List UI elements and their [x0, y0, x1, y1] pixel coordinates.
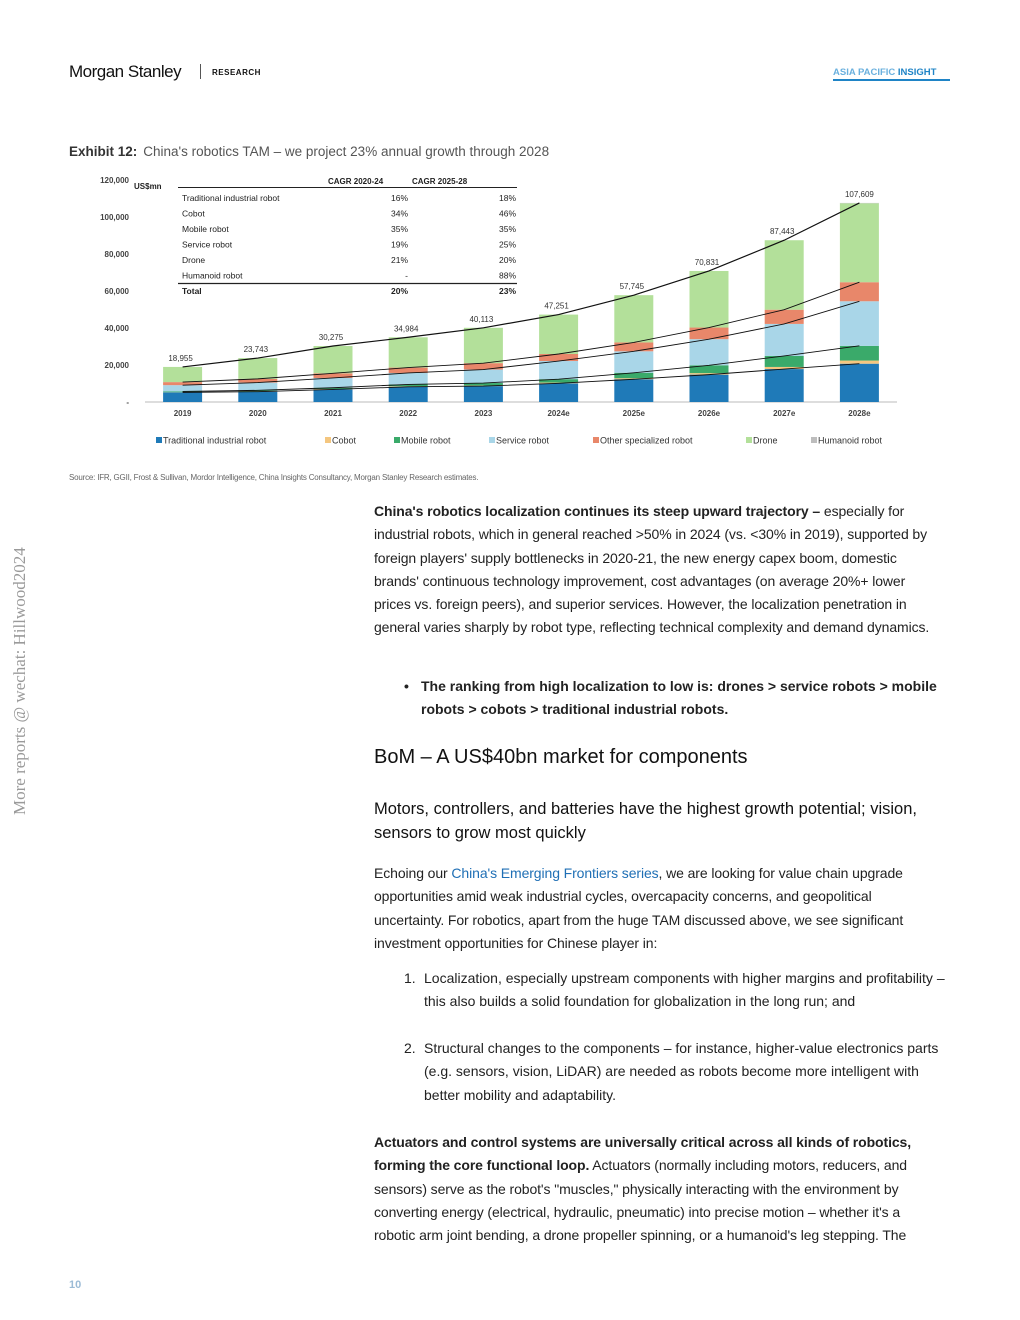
legend-swatch	[156, 437, 162, 443]
paragraph-actuators	[374, 1131, 944, 1247]
legend-swatch	[593, 437, 599, 443]
unit-label: US$mn	[134, 182, 162, 191]
region-light: ASIA PACIFIC	[833, 67, 898, 78]
x-tick-label: 2026e	[697, 409, 721, 418]
y-tick-label: -	[126, 398, 129, 407]
bar-segment-traditional-industrial-robot	[539, 383, 578, 402]
bar-segment-service-robot	[238, 383, 277, 391]
x-tick-label: 2021	[324, 409, 342, 418]
list-item	[404, 1037, 949, 1107]
list-number: 2.	[404, 1040, 416, 1056]
legend-label: Traditional industrial robot	[163, 435, 267, 446]
bar-segment-drone	[539, 315, 578, 354]
cagr-value: 18%	[498, 193, 516, 203]
bar-segment-traditional-industrial-robot	[690, 375, 729, 402]
legend-label: Humanoid robot	[818, 435, 883, 446]
list-item	[404, 967, 949, 1014]
bar-segment-service-robot	[163, 385, 202, 391]
bar-segment-traditional-industrial-robot	[163, 392, 202, 402]
cagr-row-name: Mobile robot	[182, 224, 229, 234]
page-number: 10	[69, 1279, 82, 1291]
y-tick-label: 120,000	[100, 176, 129, 185]
bar-segment-service-robot	[464, 370, 503, 384]
total-data-label: 18,955	[168, 353, 193, 363]
total-data-label: 23,743	[243, 345, 269, 355]
legend-label: Mobile robot	[401, 435, 451, 446]
bar-segment-drone	[163, 367, 202, 382]
bar-segment-service-robot	[614, 351, 653, 372]
bar-segment-traditional-industrial-robot	[314, 389, 353, 402]
brand-divider	[200, 64, 201, 79]
robotics-tam-chart	[60, 170, 960, 460]
legend-swatch	[811, 437, 817, 443]
bar-segment-other-specialized-robot	[765, 310, 804, 324]
exhibit-title	[69, 144, 549, 159]
exhibit-source: Source: IFR, GGII, Frost & Sullivan, Mordor Intelligence, China Insights Consultancy, Morgan Stanley Research estimates.	[69, 473, 479, 482]
bar-segment-service-robot	[389, 373, 428, 384]
x-tick-label: 2020	[248, 409, 267, 418]
paragraph-lead: China's robotics localization continues its steep upward trajectory –	[374, 503, 821, 519]
total-data-label: 47,251	[544, 301, 569, 311]
cagr-row-name: Drone	[182, 255, 206, 265]
total-data-label: 87,443	[769, 227, 795, 237]
exhibit-caption: China's robotics TAM – we project 23% annual growth through 2028	[143, 144, 550, 159]
x-tick-label: 2022	[399, 409, 418, 418]
total-data-label: 107,609	[844, 189, 874, 199]
cagr-header: CAGR 2020-24	[328, 177, 384, 186]
x-tick-label: 2019	[173, 409, 192, 418]
cagr-value: 88%	[498, 270, 516, 281]
cagr-value: 35%	[498, 224, 516, 234]
bar-segment-other-specialized-robot	[614, 342, 653, 351]
legend-swatch	[394, 437, 400, 443]
bar-segment-other-specialized-robot	[840, 282, 879, 301]
legend-swatch	[489, 437, 495, 443]
legend-swatch	[746, 437, 752, 443]
total-data-label: 70,831	[694, 257, 720, 267]
bar-segment-drone	[238, 358, 277, 379]
series-connector-line	[183, 364, 860, 393]
y-tick-label: 80,000	[104, 250, 129, 259]
cagr-value: 19%	[390, 239, 408, 250]
bar-segment-drone	[690, 271, 729, 328]
cagr-row-name: Total	[182, 286, 202, 296]
paragraph-body: especially for industrial robots, which in general reached >50% in 2024 (vs. <30% in 2019), supported by foreign players' supply bottlenecks in 2020-21, the new energy capex boom, domestic brands' continuous technology improvement, cost advantages (on average 20%+ lower prices vs. foreign peers), and superior services. However, the localization penetration in general varies sharply by robot type, reflecting technical complexity and demand dynamics.	[374, 503, 930, 636]
x-tick-label: 2028e	[848, 409, 871, 418]
bar-segment-service-robot	[314, 378, 353, 388]
bar-segment-traditional-industrial-robot	[840, 364, 879, 402]
bar-segment-traditional-industrial-robot	[238, 392, 277, 402]
cagr-value: 20%	[390, 286, 408, 296]
legend-label: Drone	[753, 435, 778, 446]
cagr-value: 34%	[390, 208, 408, 219]
bar-segment-traditional-industrial-robot	[464, 386, 503, 402]
paragraph-localization	[374, 500, 944, 640]
bar-segment-service-robot	[539, 361, 578, 379]
legend-label: Cobot	[332, 435, 357, 446]
cagr-value: -	[405, 270, 408, 281]
section-heading: BoM – A US$40bn market for components	[374, 746, 748, 768]
bar-segment-other-specialized-robot	[539, 354, 578, 361]
cagr-header: CAGR 2025-28	[412, 177, 468, 186]
bar-segment-cobot	[840, 361, 879, 364]
list-text: Structural changes to the components – for instance, higher-value electronics parts (e.g. sensors, vision, LiDAR) are needed as robots become more intelligent with better mobility and adaptability.	[424, 1040, 939, 1103]
cagr-value: 35%	[390, 224, 408, 234]
series-connector-line	[183, 301, 860, 385]
legend-swatch	[325, 437, 331, 443]
research-label: RESEARCH	[212, 68, 261, 77]
bar-segment-service-robot	[690, 339, 729, 365]
x-tick-label: 2027e	[773, 409, 796, 418]
cagr-row-name: Service robot	[182, 239, 233, 250]
paragraph-body: Actuators (normally including motors, reducers, and sensors) serve as the robot's "muscles," physically interacting with the environment by converting energy (electrical, hydraulic, pneumatic) into precise motion – whether it's a robotic arm joint bending, a drone propeller spinning, or a humanoid's leg stepping. The	[374, 1157, 907, 1244]
cagr-value: 23%	[498, 286, 516, 296]
cagr-row-name: Cobot	[182, 208, 205, 219]
bar-segment-drone	[389, 337, 428, 367]
bar-segment-traditional-industrial-robot	[765, 369, 804, 402]
cagr-row-name: Humanoid robot	[182, 270, 243, 281]
paragraph-value-chain	[374, 862, 944, 955]
total-data-label: 34,984	[393, 324, 419, 334]
bar-segment-traditional-industrial-robot	[389, 387, 428, 402]
paragraph-text-a: Echoing our	[374, 865, 452, 881]
region-underline	[833, 79, 950, 81]
bullet-dot-icon: •	[404, 678, 409, 694]
x-tick-label: 2025e	[622, 409, 645, 418]
cagr-value: 21%	[390, 255, 408, 265]
list-text: Localization, especially upstream components with higher margins and profitability – this also builds a solid foundation for globalization in the long run; and	[424, 970, 945, 1010]
bullet-text: The ranking from high localization to low is: drones > service robots > mobile robots > cobots > traditional industrial robots.	[421, 678, 937, 718]
brand-logo: Morgan Stanley	[69, 62, 182, 81]
total-data-label: 57,745	[619, 282, 645, 292]
region-label	[833, 67, 936, 78]
paragraph-text-b: , we are looking for value chain upgrade opportunities amid weak industrial cycles, overcapacity concerns, and geopolitical uncertainty. For robotics, apart from the huge TAM discussed above, we see significant investment opportunities for Chinese player in:	[374, 865, 904, 951]
cagr-value: 20%	[498, 255, 516, 265]
paragraph-lead: Actuators and control systems are universally critical across all kinds of robotics, forming the core functional loop.	[374, 1134, 912, 1174]
total-data-label: 30,275	[318, 332, 344, 342]
bar-segment-service-robot	[765, 324, 804, 356]
series-connector-line	[183, 203, 860, 367]
bar-segment-other-specialized-robot	[690, 328, 729, 340]
series-connector-line	[183, 282, 860, 382]
bar-segment-service-robot	[840, 301, 879, 346]
exhibit-label: Exhibit 12:	[69, 144, 138, 159]
cagr-value: 25%	[498, 239, 516, 250]
legend-label: Service robot	[496, 435, 550, 446]
legend-label: Other specialized robot	[600, 435, 693, 446]
bar-segment-drone	[314, 346, 353, 373]
cagr-row-name: Traditional industrial robot	[182, 193, 280, 203]
x-tick-label: 2024e	[547, 409, 570, 418]
region-bold: INSIGHT	[897, 67, 937, 78]
cagr-value: 16%	[390, 193, 408, 203]
y-tick-label: 20,000	[104, 361, 129, 370]
subsection-heading: Motors, controllers, and batteries have the highest growth potential; vision, sensors to grow most quickly	[374, 800, 917, 842]
bullet-item	[404, 675, 944, 722]
y-tick-label: 100,000	[100, 213, 129, 222]
cagr-value: 46%	[498, 208, 516, 219]
bar-segment-traditional-industrial-robot	[614, 379, 653, 402]
bar-segment-drone	[614, 295, 653, 342]
x-tick-label: 2023	[474, 409, 493, 418]
y-tick-label: 60,000	[104, 287, 129, 296]
list-number: 1.	[404, 970, 416, 986]
y-tick-label: 40,000	[104, 324, 129, 333]
series-link[interactable]: China's Emerging Frontiers series	[451, 865, 659, 881]
bar-segment-drone	[840, 203, 879, 282]
watermark-text: More reports @ wechat: Hillwood2024	[10, 547, 29, 815]
bar-segment-drone	[765, 240, 804, 309]
bar-segment-drone	[464, 328, 503, 363]
total-data-label: 40,113	[469, 314, 494, 324]
